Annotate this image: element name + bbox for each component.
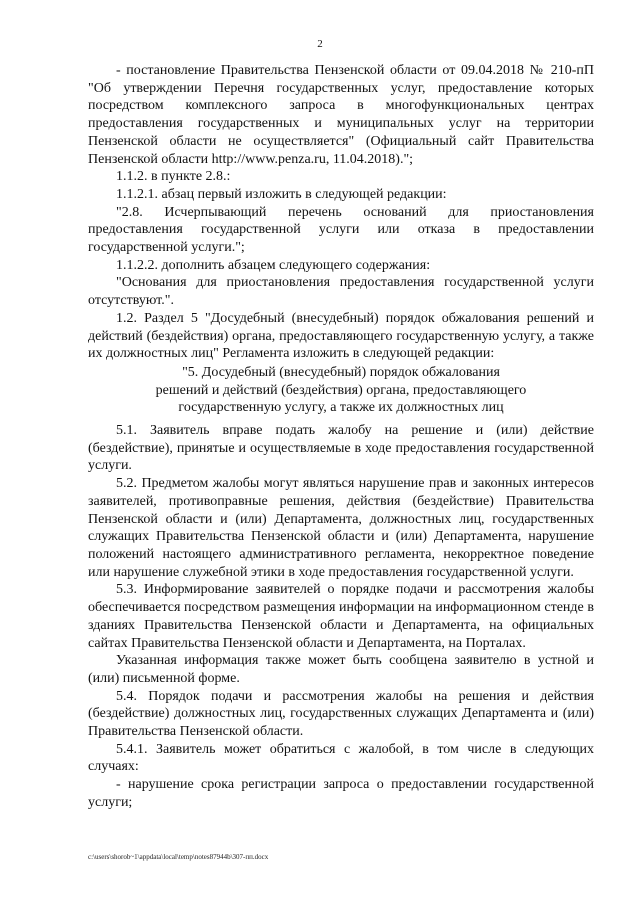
section-heading-line: решений и действий (бездействия) органа, предоставляющего: [155, 382, 527, 398]
paragraph: Указанная информация также может быть сообщена заявителю в устной и (или) письменной форме.: [88, 653, 594, 686]
paragraph: 1.1.2. в пункте 2.8.:: [116, 169, 231, 185]
paragraph: 5.4.1. Заявитель может обратиться с жалобой, в том числе в следующих случаях:: [88, 741, 594, 775]
document-body: [88, 62, 594, 812]
section-heading-line: государственную услугу, а также их должностных лиц: [178, 400, 504, 416]
footer-file-path: c:\users\shorob~1\appdata\local\temp\notes87944b\307-пп.docx: [88, 853, 269, 861]
section-heading: [88, 364, 594, 417]
paragraph: "2.8. Исчерпывающий перечень оснований для приостановления предоставления государственной услуги или отказа в предоставлении государственной услуги.";: [88, 204, 594, 256]
paragraph: "Основания для приостановления предоставления государственной услуги отсутствуют.".: [88, 275, 594, 309]
paragraph: 5.2. Предметом жалобы могут являться нарушение прав и законных интересов заявителей, противоправные решения, действия (бездействие) Правительства Пензенской области и (или) Департамента, должностных лиц, государственных служащих Правительства Пензенской области и (или) Департамента, нарушение положений настоящего административного регламента, некорректное поведение или нарушение служебной этики в ходе предоставления государственной услуги.: [88, 476, 594, 580]
paragraph: 1.1.2.2. дополнить абзацем следующего содержания:: [116, 257, 431, 273]
paragraph: 1.1.2.1. абзац первый изложить в следующей редакции:: [116, 186, 447, 202]
page-number: 2: [317, 38, 323, 50]
section-heading-line: "5. Досудебный (внесудебный) порядок обжалования: [182, 364, 500, 380]
paragraph: 5.4. Порядок подачи и рассмотрения жалобы на решения и действия (бездействие) должностных лиц, государственных служащих Департамента и (или) Правительства Пензенской области.: [88, 688, 594, 740]
paragraph: 5.1. Заявитель вправе подать жалобу на решение и (или) действие (бездействие), принятые и осуществляемые в ходе предоставления государственной услуги.: [88, 423, 594, 474]
paragraph: 1.2. Раздел 5 "Досудебный (внесудебный) порядок обжалования решений и действий (бездействия) органа, предоставляющего государственную услугу, а также их должностных лиц" Регламента изложить в следующей редакции:: [88, 310, 594, 362]
paragraph: 5.3. Информирование заявителей о порядке подачи и рассмотрения жалобы обеспечивается посредством размещения информации на информационном стенде в зданиях Правительства Пензенской области и Департамента, на официальных сайтах Правительства Пензенской области и Департамента, на Порталах.: [88, 582, 594, 651]
paragraph: - постановление Правительства Пензенской области от 09.04.2018 № 210-пП "Об утверждении Перечня государственных услуг, предоставление которых посредством комплексного запроса в многофункциональных центрах предоставления государственных и муниципальных услуг на территории Пензенской области не осуществляется" (Официальный сайт Правительства Пензенской области http://www.penza.ru, 11.04.2018).";: [88, 63, 594, 167]
paragraph: - нарушение срока регистрации запроса о предоставлении государственной услуги;: [88, 777, 594, 810]
